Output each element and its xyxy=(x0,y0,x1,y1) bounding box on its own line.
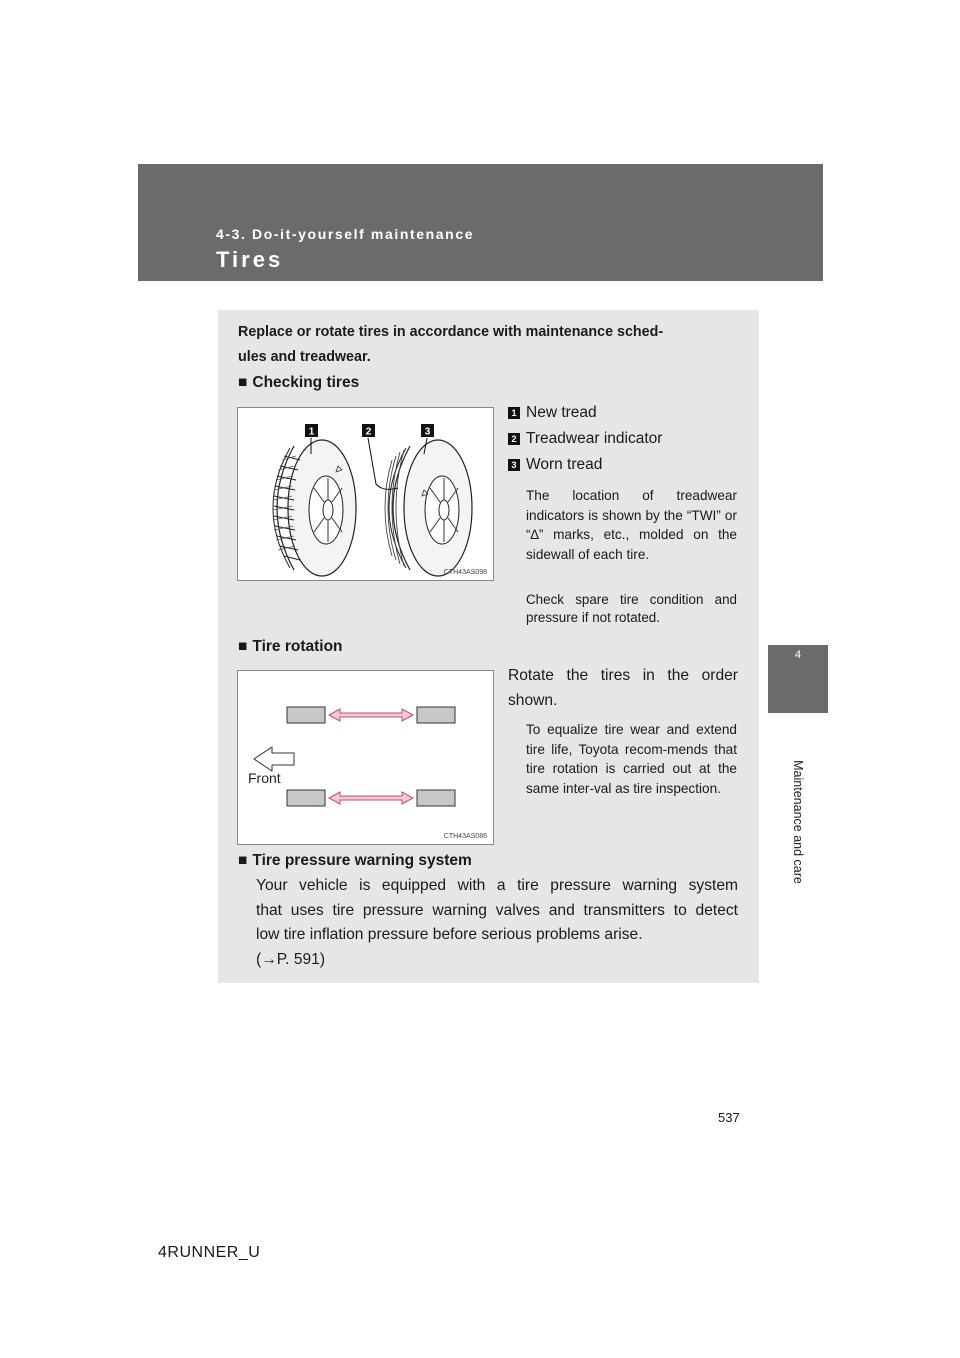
new-tread-tire-icon xyxy=(273,440,356,576)
chapter-label: Maintenance and care xyxy=(791,760,805,884)
checking-tires-title: Checking tires xyxy=(252,374,360,391)
legend-item-treadwear-indicator xyxy=(508,430,662,448)
tpws-line-2: that uses tire pressure warning valves and transmitters to detect xyxy=(256,901,738,919)
spare-tire-note: Check spare tire condition and pressure if not rotated. xyxy=(526,592,737,625)
tpws-page-ref[interactable]: (→P. 591) xyxy=(256,950,326,968)
tire-rotation-title: Tire rotation xyxy=(252,638,343,655)
rotation-note: To equalize tire wear and extend tire life, Toyota recom-mends that tire rotation is carried out at the same inter-val as tire inspection. xyxy=(526,722,737,796)
bullet-square-icon: ■ xyxy=(238,638,248,655)
checking-tires-heading xyxy=(238,374,359,392)
tpws-body xyxy=(256,874,738,972)
bullet-square-icon: ■ xyxy=(238,374,248,391)
intro-line-2: ules and treadwear. xyxy=(238,349,371,365)
page-title: Tires xyxy=(216,247,284,272)
legend-badge-2: 2 xyxy=(508,433,520,445)
tire-rotation-diagram xyxy=(238,671,493,844)
front-left-tire xyxy=(287,707,325,723)
front-direction-arrow-icon xyxy=(254,747,294,771)
treadwear-location-note: The location of treadwear indicators is shown by the “TWI” or “∆” marks, etc., molded on the sidewall of each tire. xyxy=(526,488,737,562)
tire-tread-figure xyxy=(237,407,494,581)
callout-2: 2 xyxy=(365,426,372,438)
callout-1: 1 xyxy=(308,426,315,438)
front-swap-arrow-icon xyxy=(329,709,413,721)
rear-swap-arrow-icon xyxy=(329,792,413,804)
tpws-heading xyxy=(238,852,472,870)
tpws-line-1: Your vehicle is equipped with a tire pressure warning system xyxy=(256,877,738,894)
legend-badge-1: 1 xyxy=(508,407,520,419)
front-label: Front xyxy=(248,770,281,786)
legend-badge-3: 3 xyxy=(508,459,520,471)
legend-label-new-tread: New tread xyxy=(526,404,597,421)
rear-right-tire xyxy=(417,790,455,806)
footer-code: 4RUNNER_U xyxy=(158,1244,261,1261)
tire-rotation-figure xyxy=(237,670,494,845)
intro-text xyxy=(238,320,738,370)
page-number: 537 xyxy=(718,1110,740,1125)
legend-label-worn-tread: Worn tread xyxy=(526,456,603,473)
tire-rotation-heading xyxy=(238,638,343,656)
rotation-instruction: Rotate the tires in the order shown. xyxy=(508,667,738,709)
bullet-square-icon: ■ xyxy=(238,852,248,869)
chapter-number: 4 xyxy=(794,649,802,661)
legend-item-new-tread xyxy=(508,404,597,422)
worn-tread-tire-icon xyxy=(385,440,472,576)
legend-label-treadwear-indicator: Treadwear indicator xyxy=(526,430,663,447)
tpws-title: Tire pressure warning system xyxy=(252,852,472,869)
tire-tread-illustration xyxy=(238,408,493,580)
figure-code: CTH43AS098 xyxy=(443,569,487,576)
rear-left-tire xyxy=(287,790,325,806)
figure-code: CTH43AS086 xyxy=(443,833,487,840)
chapter-tab xyxy=(768,645,828,713)
intro-line-1: Replace or rotate tires in accordance with maintenance sched- xyxy=(238,324,664,340)
legend-item-worn-tread xyxy=(508,456,602,474)
tpws-line-3: low tire inflation pressure before serious problems arise. xyxy=(256,926,643,943)
callout-3: 3 xyxy=(424,426,431,438)
front-right-tire xyxy=(417,707,455,723)
section-label: 4-3. Do-it-yourself maintenance xyxy=(216,226,475,242)
